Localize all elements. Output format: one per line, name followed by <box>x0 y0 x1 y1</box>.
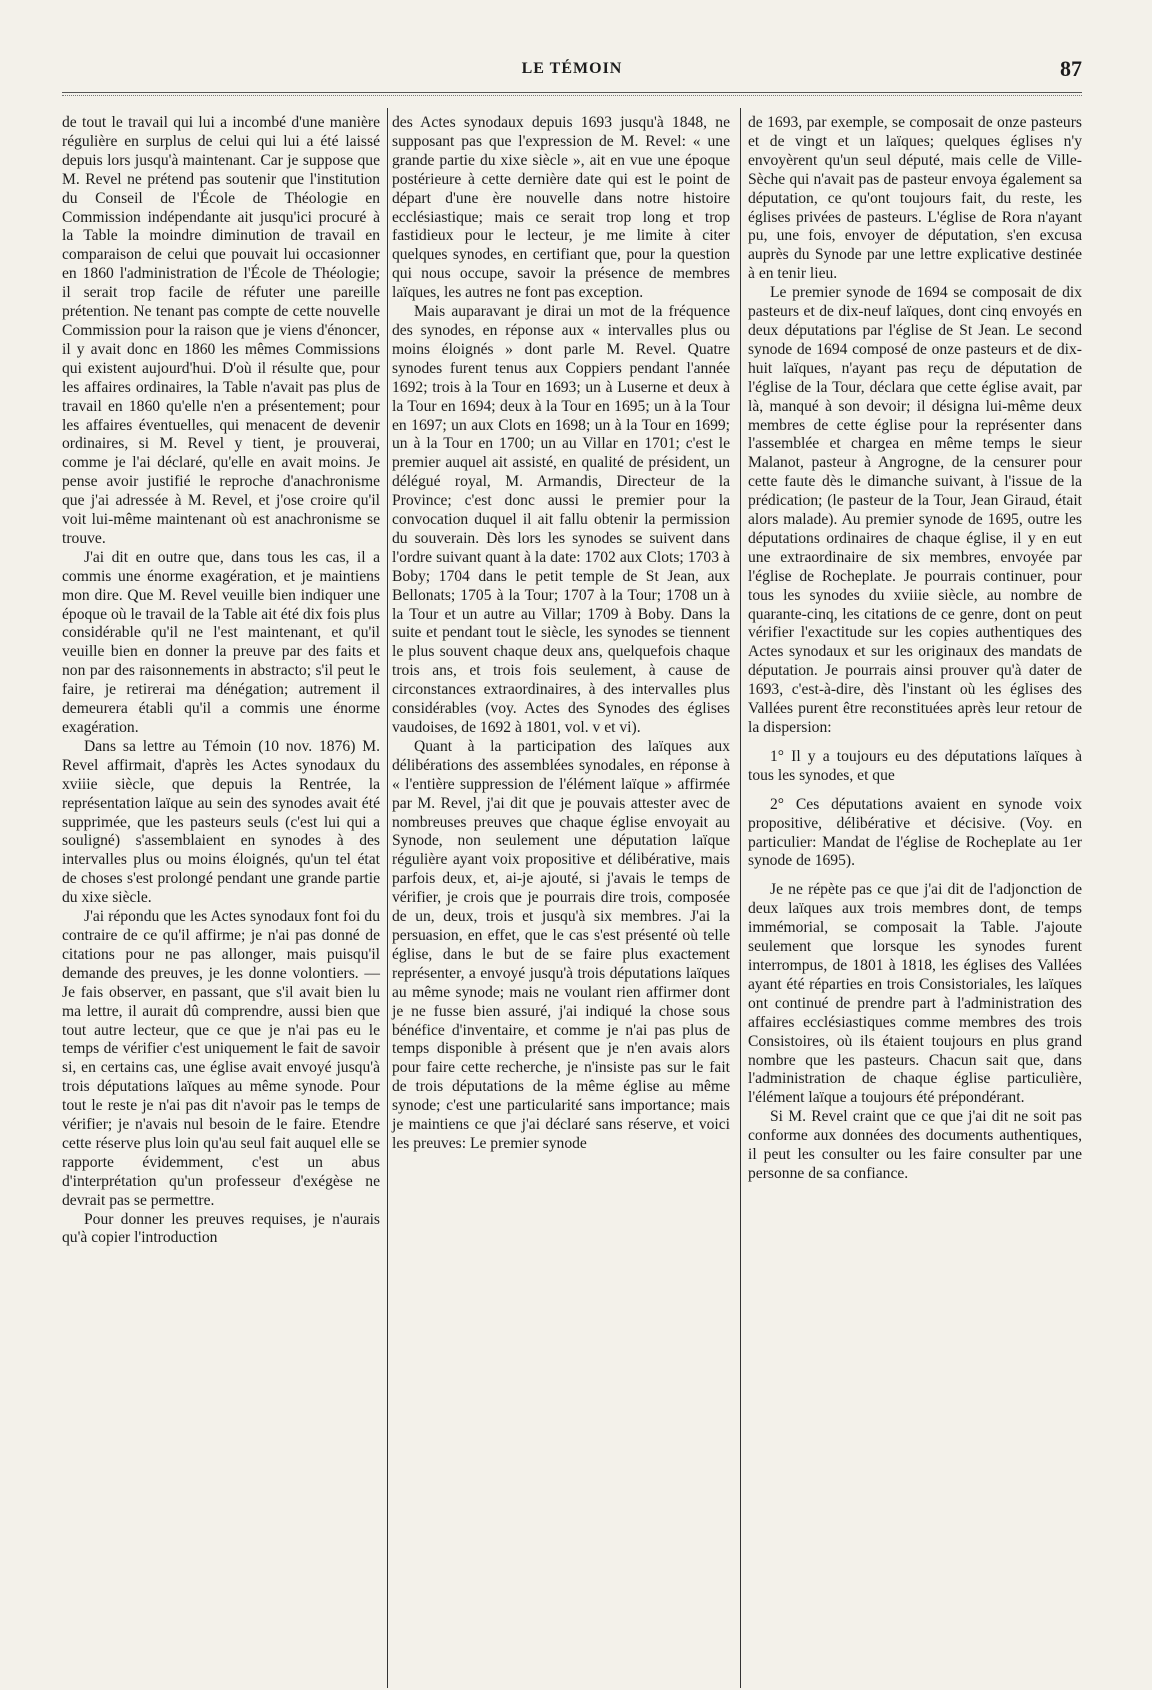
column-divider <box>387 108 388 1688</box>
column-1 <box>62 114 380 1248</box>
paragraph: J'ai répondu que les Actes synodaux font foi du contraire de ce qu'il affirme; je n'ai pas donné de citations pour ne pas allonger, mais puisqu'il demande des preuves, je les donne volontiers. — Je fais observer, en passant, que s'il avait bien lu ma lettre, il aurait dû comprendre, aussi bien que tout autre lecteur, que ce que je n'ai pas eu le temps de vérifier c'est uniquement le fait de savoir si, en certains cas, une église avait envoyé jusqu'à trois députations laïques au même synode. Pour tout le reste je n'ai pas dit n'avoir pas le temps de vérifier; je n'avais nul besoin de le faire. Etendre cette réserve plus loin qu'au seul fait auquel elle se rapporte évidemment, c'est un abus d'interprétation qu'un professeur d'exégèse ne devrait pas se permettre. <box>62 908 380 1209</box>
paragraph: Quant à la participation des laïques aux délibérations des assemblées synodales, en réponse à « l'entière suppression de l'élément laïque » affirmée par M. Revel, j'ai dit que je pouvais attester avec de nombreuses preuves que chaque église envoyait au Synode, non seulement une députation laïque régulière ayant voix propositive et délibérative, mais parfois deux, et, ai-je ajouté, si j'avais le temps de vérifier, je crois que je pourrais dire trois, composée de un, deux, trois et jusqu'à six membres. J'ai la persuasion, en effet, que le cas s'est présenté où telle église, dans le but de se faire plus exactement représenter, a envoyé jusqu'à trois députations laïques au même synode; mais ne voulant rien affirmer dont je ne fusse bien assuré, j'ai indiqué la chose sous bénéfice d'inventaire, et comme je n'ai pas plus de temps disponible à présent que je n'en avais alors pour faire cette recherche, je n'insiste pas sur le fait de trois députations de la même église au même synode; c'est une particularité sans importance; mais je maintiens ce que j'ai déclaré sans réserve, et voici les preuves: Le premier synode <box>392 737 730 1152</box>
paragraph: Je ne répète pas ce que j'ai dit de l'adjonction de deux laïques aux trois membres dont, de temps immémorial, se composait la Table. J'ajoute seulement que lorsque les synodes furent interrompus, de 1801 à 1818, les églises des Vallées ayant été réparties en trois Consistoriales, les laïques ont continué de prendre part à l'administration des affaires ecclésiastiques comme membres des trois Consistoires, où ils étaient toujours en plus grand nombre que les pasteurs. Chacun sait que, dans l'administration de chaque église particulière, l'élément laïque a toujours été prépondérant. <box>748 881 1082 1107</box>
header-rule <box>62 92 1082 96</box>
column-2 <box>392 114 730 1154</box>
numbered-point-2: 2° Ces députations avaient en synode voix propositive, délibérative et décisive. (Voy. en particulier: Mandat de l'église de Rocheplate au 1er synode de 1695). <box>748 795 1082 870</box>
page-number: 87 <box>1060 56 1082 81</box>
numbered-point-1: 1° Il y a toujours eu des députations laïques à tous les synodes, et que <box>748 747 1082 784</box>
paragraph: des Actes synodaux depuis 1693 jusqu'à 1848, ne supposant pas que l'expression de M. Revel: « une grande partie du xixe siècle », ait en vue une époque postérieure à cette dernière date qui est le point de départ d'une ère nouvelle dans notre histoire ecclésiastique; mais ce serait trop long et trop fastidieux pour le lecteur, je me limite à citer quelques synodes, en certifiant que, pour la question qui nous occupe, savoir la présence de membres laïques, les autres ne font pas exception. <box>392 114 730 302</box>
paragraph: Si M. Revel craint que ce que j'ai dit ne soit pas conforme aux données des documents authentiques, il peut les consulter ou les faire consulter par une personne de sa confiance. <box>748 1108 1082 1182</box>
paragraph: Mais auparavant je dirai un mot de la fréquence des synodes, en réponse aux « intervalles plus ou moins éloignés » dont parle M. Revel. Quatre synodes furent tenus aux Coppiers pendant l'année 1692; trois à la Tour en 1693; un à Luserne et deux à la Tour en 1694; deux à la Tour en 1695; un à la Tour en 1697; un aux Clots en 1698; un à la Tour en 1699; un à la Tour en 1700; un au Villar en 1701; c'est le premier auquel ait assisté, en qualité de président, un délégué royal, M. Armandis, Directeur de la Province; c'est donc aussi le premier pour la convocation duquel il ait fallu obtenir la permission du souverain. Dès lors les synodes se suivent dans l'ordre suivant quant à la date: 1702 aux Clots; 1703 à Boby; 1704 dans le petit temple de St Jean, aux Bellonats; 1705 à la Tour; 1707 à la Tour; 1708 un à la Tour et un autre au Villar; 1709 à Boby. Dans la suite et pendant tout le siècle, les synodes se tiennent le plus souvent chaque deux ans, quelquefois chaque trois ans, et trois fois seulement, à cause de circonstances extraordinaires, à des intervalles plus considérables (voy. Actes des Synodes des églises vaudoises, de 1692 à 1801, vol. v et vi). <box>392 303 730 736</box>
page-header <box>62 56 1082 90</box>
paragraph: J'ai dit en outre que, dans tous les cas, il a commis une énorme exagération, et je maintiens mon dire. Que M. Revel veuille bien indiquer une époque où le travail de la Table ait été dix fois plus considérable qu'il ne l'est maintenant, et qu'il veuille bien en donner la preuve par des faits et non par des raisonnements in abstracto; s'il peut le faire, je retirerai ma dénégation; autrement il demeurera établi qu'il a commis une énorme exagération. <box>62 548 380 736</box>
paragraph: Pour donner les preuves requises, je n'aurais qu'à copier l'introduction <box>62 1210 380 1247</box>
paragraph: de 1693, par exemple, se composait de onze pasteurs et de vingt et un laïques; quelques églises n'y envoyèrent qu'un seul député, mais celle de Ville-Sèche qui n'avait pas de pasteur envoya également sa députation, ce qu'ont toujours fait, du reste, les églises privées de pasteurs. L'église de Rora n'ayant pu, une fois, envoyer de députation, s'en excusa auprès du Synode par une lettre explicative destinée à en tenir lieu. <box>748 114 1082 283</box>
paragraph: Dans sa lettre au Témoin (10 nov. 1876) M. Revel affirmait, d'après les Actes synodaux du xviiie siècle, que depuis la Rentrée, la représentation laïque au sein des synodes avait été supprimée, que les pasteurs seuls (c'est lui qui a souligné) s'assemblaient en synodes à des intervalles plus ou moins éloignés, qu'un tel état de choses s'est prolongé pendant une grande partie du xixe siècle. <box>62 737 380 907</box>
journal-title: LE TÉMOIN <box>521 60 623 77</box>
column-3 <box>748 114 1082 1184</box>
paragraph: Le premier synode de 1694 se composait de dix pasteurs et de dix-neuf laïques, dont cinq envoyés en deux députations par l'église de St Jean. Le second synode de 1694 composé de onze pasteurs et de dix-huit laïques, n'ayant pas reçu de députation de l'église de la Tour, déclara que cette église avait, par là, manqué à son devoir; il désigna lui-même deux membres de cette église pour la représenter dans l'assemblée et chargea en même temps le sieur Malanot, pasteur à Angrogne, de la censurer pour cette faute dès le dimanche suivant, à l'issue de la prédication; (le pasteur de la Tour, Jean Giraud, était alors malade). Au premier synode de 1695, outre les députations ordinaires de chaque église, il y en eut une extraordinaire de six membres, envoyée par l'église de Rocheplate. Je pourrais continuer, pour tous les synodes du xviiie siècle, au nombre de quarante-cinq, les citations de ce genre, dont on peut vérifier l'exactitude sur les copies authentiques des Actes synodaux et sur les originaux des mandats de députation. Je pourrais ainsi prouver qu'à dater de 1693, c'est-à-dire, dès l'instant où les églises des Vallées purent être reconstituées après leur retour de la dispersion: <box>748 284 1082 736</box>
column-divider <box>740 108 741 1688</box>
paragraph: de tout le travail qui lui a incombé d'une manière régulière en surplus de celui qui lui a été laissé depuis lors jusqu'à maintenant. Car je suppose que M. Revel ne prétend pas soutenir que l'institution du Conseil de l'École de Théologie en Commission indépendante ait jusqu'ici procuré à la Table la moindre diminution de travail en comparaison de celui que pouvait lui occasionner en 1860 l'administration de l'École de Théologie; il serait trop facile de réfuter une pareille prétention. Ne tenant pas compte de cette nouvelle Commission pour la raison que je viens d'énoncer, il y avait donc en 1860 les mêmes Commissions qui existent aujourd'hui. D'où il résulte que, pour les affaires ordinaires, la Table n'avait pas plus de travail en 1860 qu'elle n'en a présentement; pour les affaires éventuelles, qui menacent de devenir ordinaires, si M. Revel y tient, je prouverai, comme je l'ai déclaré, qu'elle en avait moins. Je pense avoir justifié le reproche d'anachronisme que j'ai adressée à M. Revel, et j'ose croire qu'il voit lui-même maintenant où est anachronisme se trouve. <box>62 114 380 547</box>
